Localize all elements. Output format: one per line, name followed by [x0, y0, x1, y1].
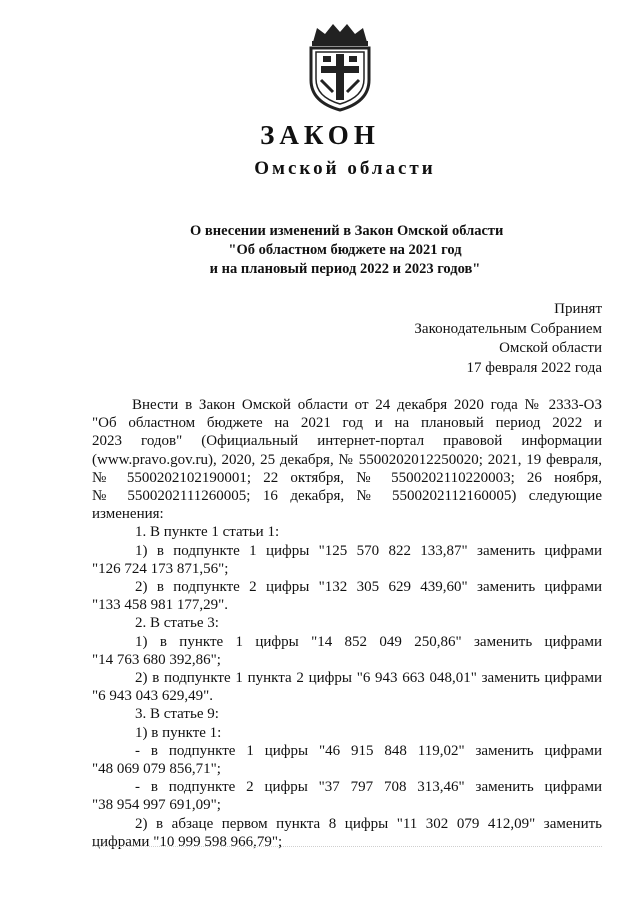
body-line: Внести в Закон Омской области от 24 декабря 2020 года № 2333-ОЗ	[132, 397, 602, 413]
body-line: "14 763 680 392,86";	[92, 651, 221, 668]
body-line: № 5500202102190001; 22 октября, № 5500202110220003; 26 ноября,	[92, 469, 602, 486]
adoption-line: Омской области	[499, 340, 602, 356]
law-body	[92, 396, 602, 851]
body-line: 1) в подпункте 1 цифры "125 570 822 133,87" заменить цифрами	[135, 542, 602, 559]
adoption-date: 17 февраля 2022 года	[466, 359, 602, 376]
body-line: 2023 годов" (Официальный интернет-портал правовой информации	[92, 433, 602, 450]
body-line: - в подпункте 1 цифры "46 915 848 119,02" заменить цифрами	[135, 742, 602, 759]
body-line: "133 458 981 177,29".	[92, 597, 228, 614]
subject-line: О внесении изменений в Закон Омской области	[190, 223, 504, 239]
body-line: цифрами "10 999 598 966,79";	[92, 833, 283, 850]
body-line: 1) в пункте 1:	[135, 724, 222, 741]
law-subject	[190, 222, 504, 279]
section-1-title: 1. В пункте 1 статьи 1:	[135, 524, 280, 541]
body-line: "6 943 043 629,49".	[92, 688, 213, 705]
body-line: "38 954 997 691,09";	[92, 797, 221, 814]
subject-line: "Об областном бюджете на 2021 год	[228, 242, 462, 258]
body-line: "48 069 079 856,71";	[92, 761, 221, 778]
law-title: ЗАКОН	[260, 120, 380, 150]
coat-of-arms-emblem	[303, 22, 377, 112]
body-line: "Об областном бюджете на 2021 год и на плановый период 2022 и	[92, 415, 602, 432]
adoption-block	[414, 300, 602, 378]
body-line: изменения:	[92, 506, 164, 523]
section-3-title: 3. В статье 9:	[135, 706, 219, 723]
body-line: 1) в пункте 1 цифры "14 852 049 250,86" заменить цифрами	[135, 633, 602, 650]
body-line: 2) в подпункте 2 цифры "132 305 629 439,60" заменить цифрами	[135, 579, 602, 596]
adoption-line: Законодательным Собранием	[414, 320, 602, 337]
section-2-title: 2. В статье 3:	[135, 615, 219, 632]
body-line: (www.pravo.gov.ru), 2020, 25 декабря, № 5500202012250020; 2021, 19 февраля,	[92, 451, 602, 468]
body-line: № 5500202111260005; 16 декабря, № 5500202112160005) следующие	[92, 488, 602, 505]
body-line: 2) в абзаце первом пункта 8 цифры "11 302 079 412,09" заменить	[135, 815, 602, 832]
body-line: "126 724 173 871,56";	[92, 560, 229, 577]
region-name: Омской области	[254, 158, 436, 179]
adoption-line: Принят	[554, 301, 602, 317]
page-bottom-divider	[92, 846, 602, 848]
subject-line: и на плановый период 2022 и 2023 годов"	[209, 261, 481, 277]
body-line: - в подпункте 2 цифры "37 797 708 313,46" заменить цифрами	[135, 779, 602, 796]
body-line: 2) в подпункте 1 пункта 2 цифры "6 943 663 048,01" заменить цифрами	[135, 670, 602, 687]
